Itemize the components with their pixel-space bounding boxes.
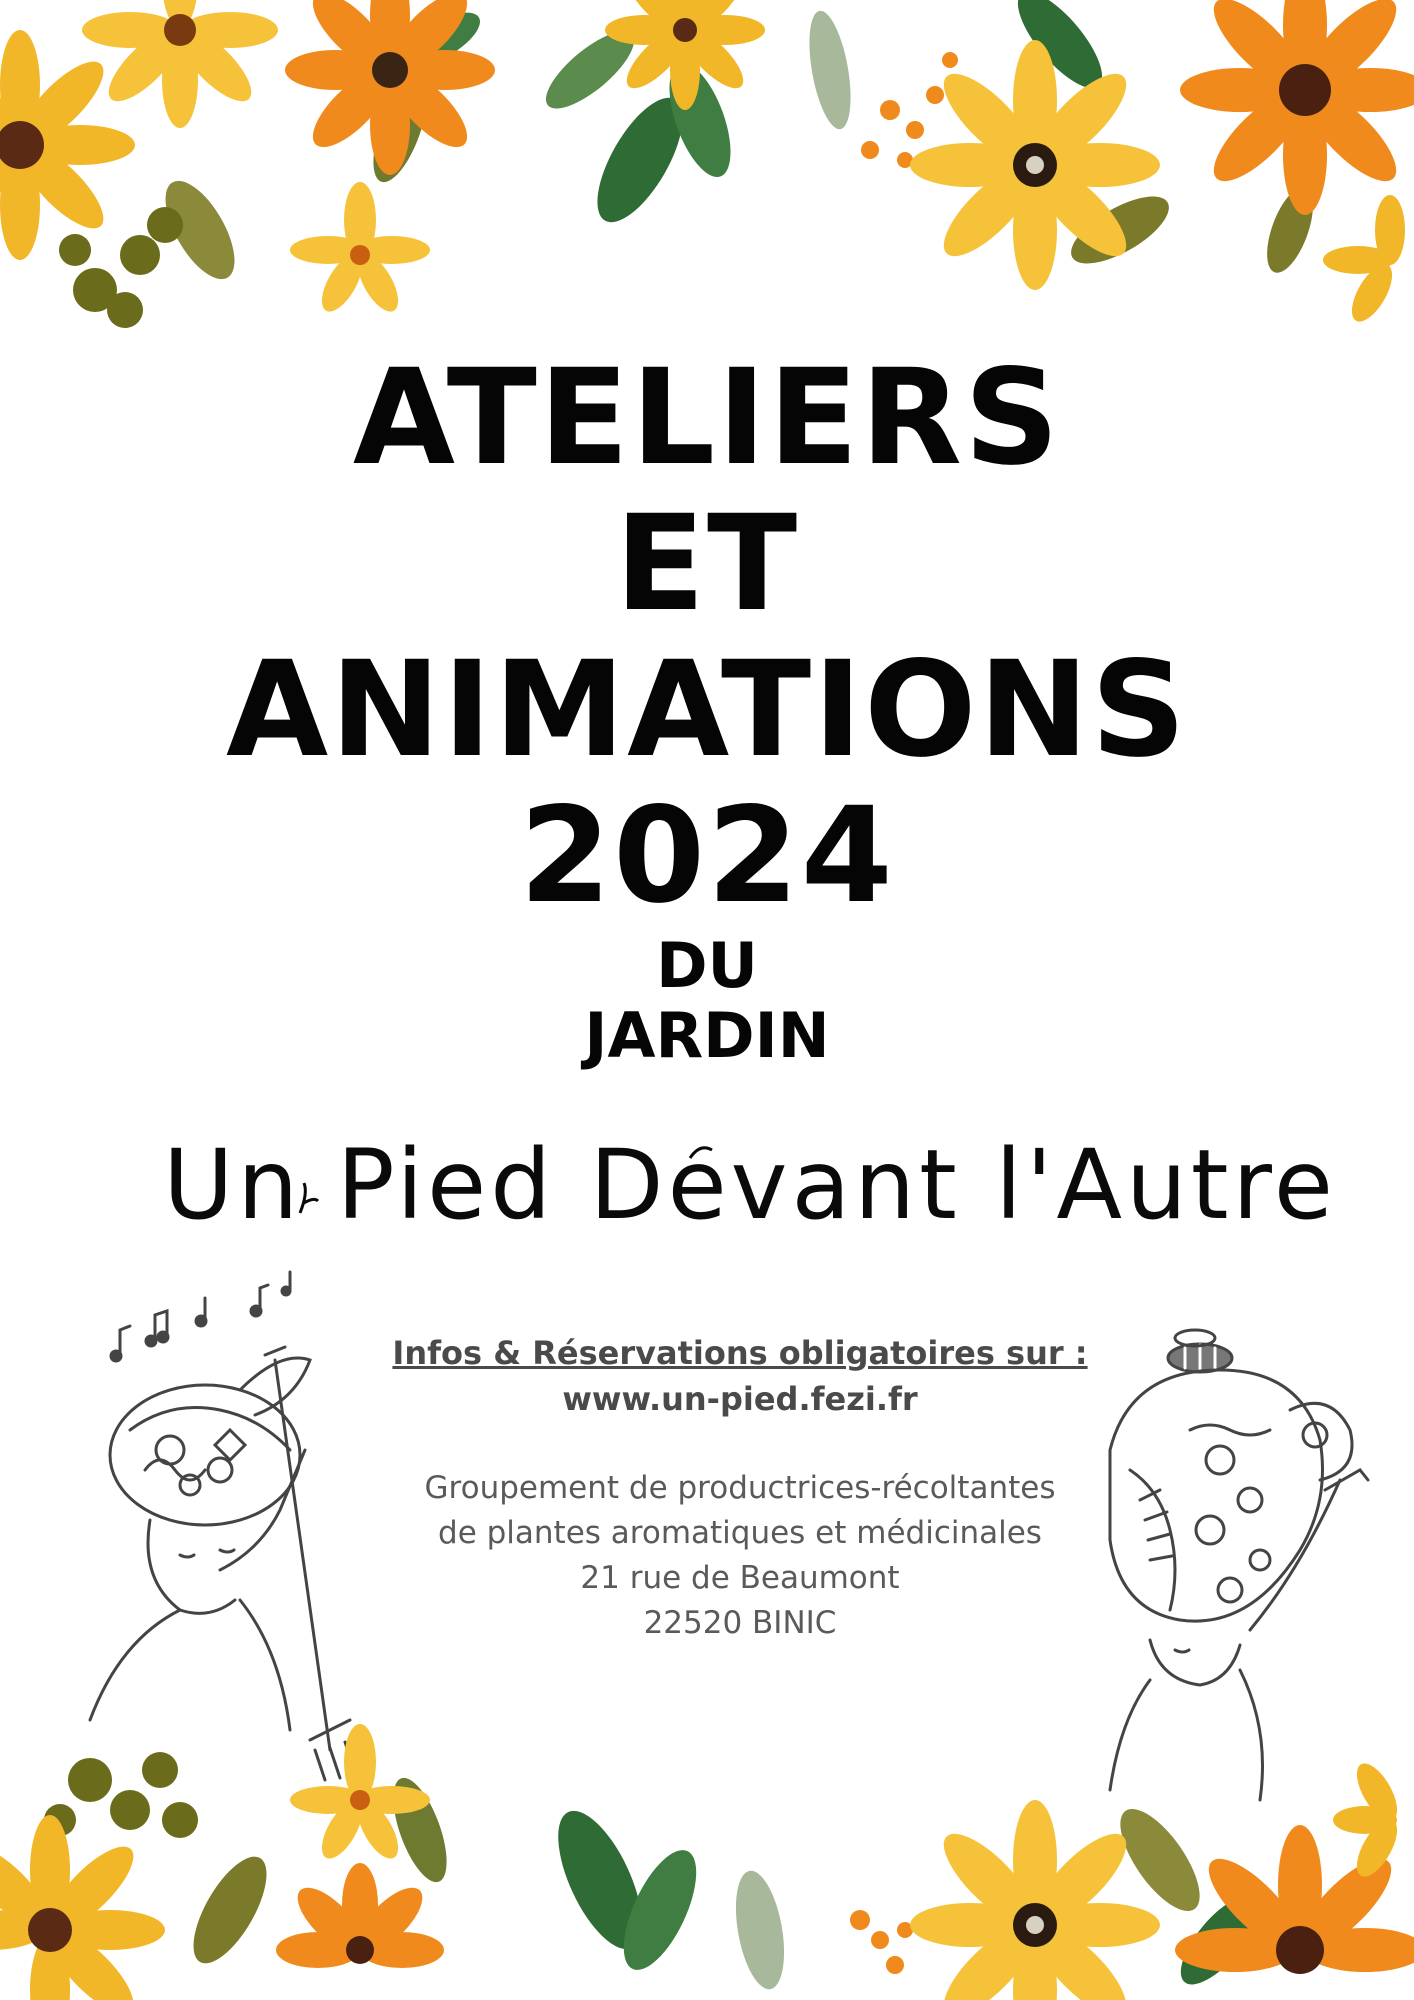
info-block bbox=[360, 1330, 1120, 1646]
website-link[interactable]: www.un-pied.fezi.fr bbox=[562, 1380, 918, 1418]
berry-icon bbox=[44, 1752, 198, 1838]
title-line-year: 2024 bbox=[519, 779, 895, 933]
sunflower-icon bbox=[1333, 1757, 1405, 1882]
title-line-et: ET bbox=[614, 487, 800, 641]
sunflower-icon bbox=[1180, 0, 1414, 215]
floral-border-top bbox=[0, 0, 1414, 360]
poster-title bbox=[0, 341, 1414, 1072]
sunflower-icon bbox=[910, 40, 1160, 290]
berry-icon bbox=[850, 1910, 913, 1974]
floral-border-bottom bbox=[0, 1740, 1414, 2000]
subtitle-line-du: DU bbox=[656, 929, 758, 1002]
sunflower-icon bbox=[82, 0, 278, 128]
title-line-animations: ANIMATIONS bbox=[226, 633, 1188, 787]
subtitle-line-jardin: JARDIN bbox=[584, 999, 830, 1072]
description-line: Groupement de productrices-récoltantes bbox=[424, 1470, 1056, 1506]
bee-icon bbox=[1168, 1330, 1232, 1372]
sunflower-icon bbox=[0, 30, 135, 260]
music-notes-icon bbox=[111, 1272, 290, 1361]
berry-icon bbox=[59, 207, 183, 328]
reservation-heading: Infos & Réservations obligatoires sur : bbox=[392, 1334, 1088, 1372]
garden-name-logotype bbox=[163, 1118, 1337, 1258]
sunflower-icon bbox=[276, 1863, 444, 1968]
sunflower-icon bbox=[290, 182, 430, 318]
address-city: 22520 BINIC bbox=[643, 1605, 837, 1641]
address-street: 21 rue de Beaumont bbox=[580, 1560, 900, 1596]
spacer bbox=[360, 1422, 1120, 1466]
sunflower-icon bbox=[0, 1815, 165, 2000]
garden-name: Un Pied Devant l'Autre bbox=[163, 1129, 1337, 1241]
sunflower-icon bbox=[1323, 195, 1405, 328]
description-line: de plantes aromatiques et médicinales bbox=[438, 1515, 1042, 1551]
woman-with-rake-illustration bbox=[40, 1270, 400, 1790]
title-line-ateliers: ATELIERS bbox=[352, 341, 1062, 495]
